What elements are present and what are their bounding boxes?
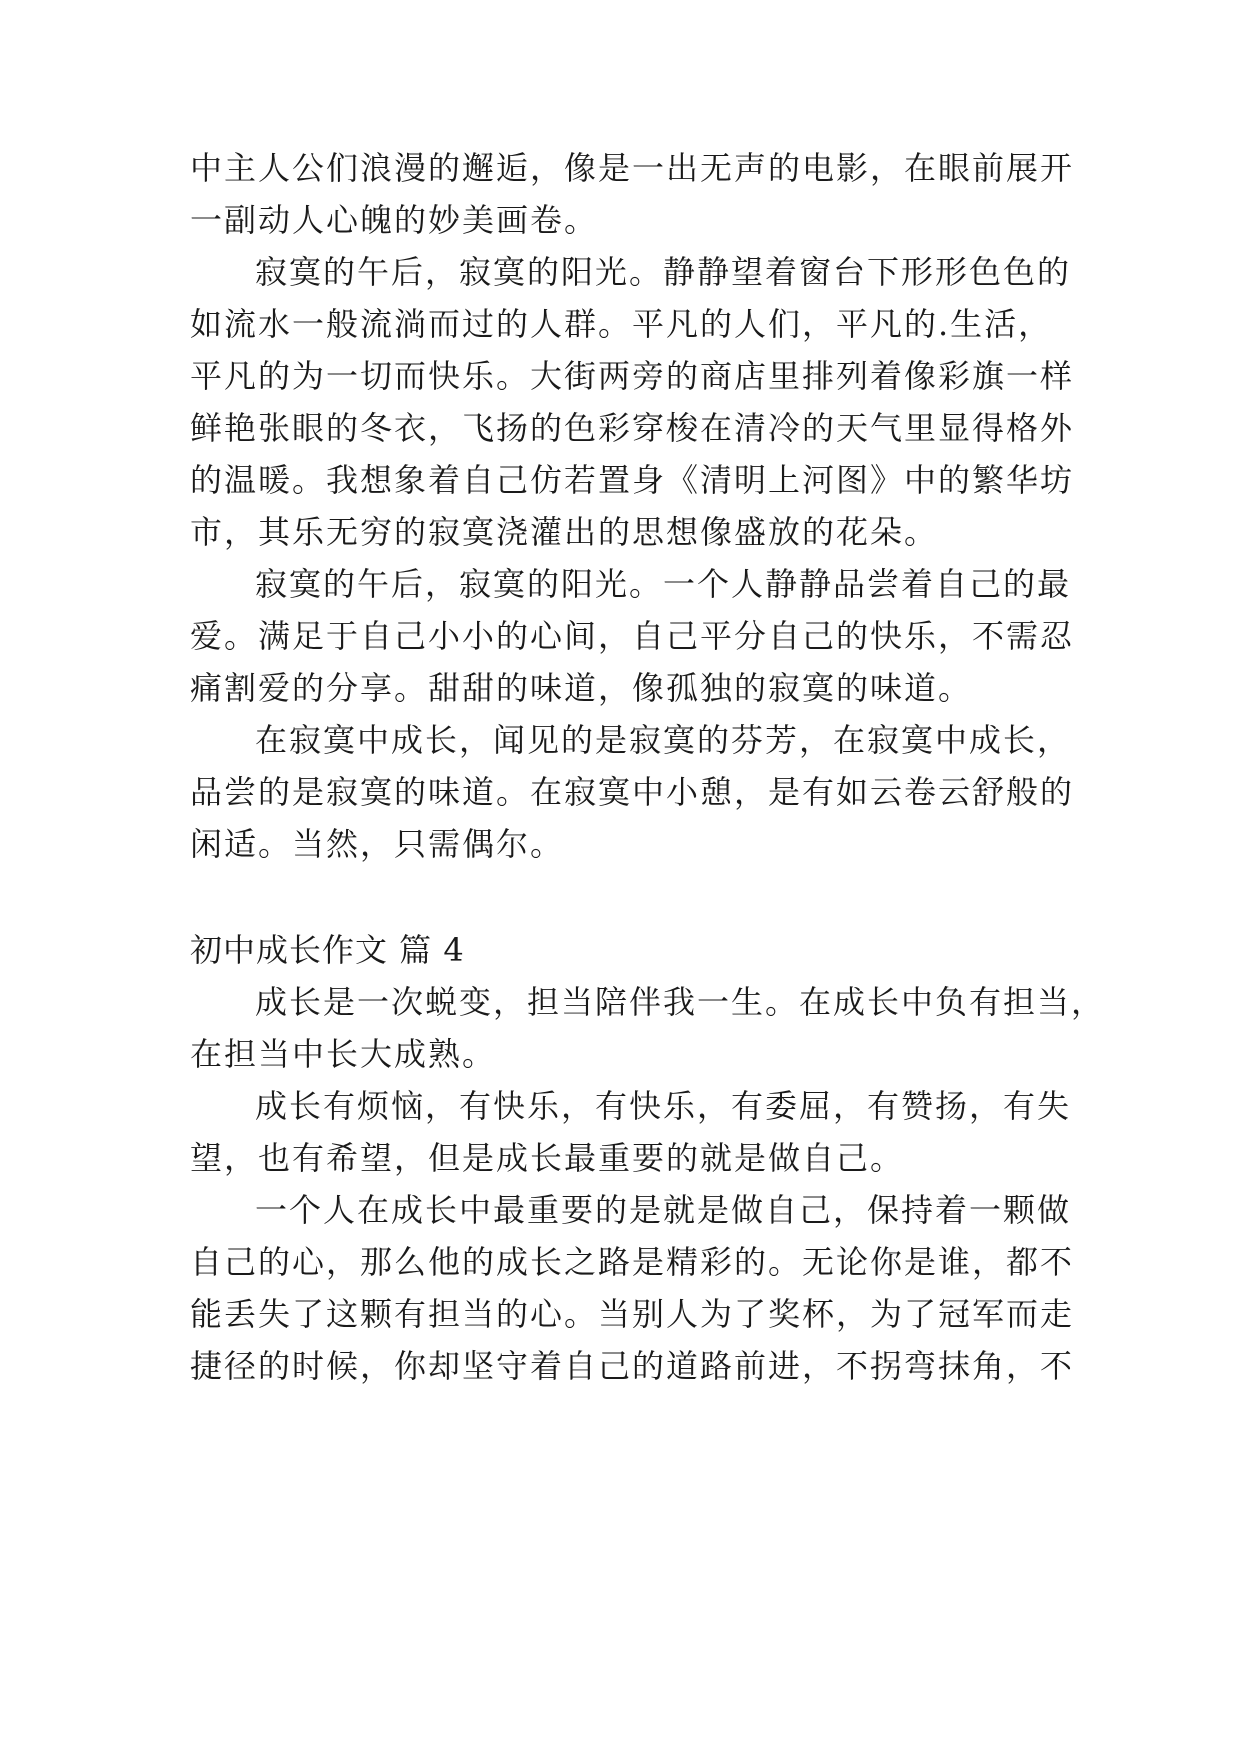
- text-line: 如流水一般流淌而过的人群。平凡的人们，平凡的.生活，: [190, 305, 1053, 343]
- paragraph-first-line: 成长有烦恼，有快乐，有快乐，有委屈，有赞扬，有失: [255, 1087, 1072, 1125]
- text-line: 品尝的是寂寞的味道。在寂寞中小憩，是有如云卷云舒般的: [190, 773, 1075, 811]
- text-line: 在担当中长大成熟。: [190, 1035, 497, 1073]
- text-line: 能丢失了这颗有担当的心。当别人为了奖杯，为了冠军而走: [190, 1295, 1075, 1333]
- paragraph-first-line: 一个人在成长中最重要的是就是做自己，保持着一颗做: [255, 1191, 1072, 1229]
- text-line: 中主人公们浪漫的邂逅，像是一出无声的电影，在眼前展开: [190, 149, 1075, 187]
- text-line: 自己的心，那么他的成长之路是精彩的。无论你是谁，都不: [190, 1243, 1075, 1281]
- text-line: 的温暖。我想象着自己仿若置身《清明上河图》中的繁华坊: [190, 461, 1075, 499]
- text-line: 捷径的时候，你却坚守着自己的道路前进，不拐弯抹角，不: [190, 1347, 1075, 1385]
- text-line: 鲜艳张眼的冬衣，飞扬的色彩穿梭在清冷的天气里显得格外: [190, 409, 1075, 447]
- paragraph-first-line: 成长是一次蜕变，担当陪伴我一生。在成长中负有担当，: [255, 983, 1106, 1021]
- text-line: 一副动人心魄的妙美画卷。: [190, 201, 599, 239]
- text-line: 闲适。当然，只需偶尔。: [190, 825, 565, 863]
- text-line: 爱。满足于自己小小的心间，自己平分自己的快乐，不需忍: [190, 617, 1075, 655]
- paragraph-first-line: 寂寞的午后，寂寞的阳光。静静望着窗台下形形色色的: [255, 253, 1072, 291]
- paragraph-first-line: 在寂寞中成长，闻见的是寂寞的芬芳，在寂寞中成长，: [255, 721, 1072, 759]
- text-line: 市，其乐无穷的寂寞浇灌出的思想像盛放的花朵。: [190, 513, 939, 551]
- paragraph-first-line: 寂寞的午后，寂寞的阳光。一个人静静品尝着自己的最: [255, 565, 1072, 603]
- section-heading: 初中成长作文 篇 4: [190, 931, 465, 969]
- text-line: 望，也有希望，但是成长最重要的就是做自己。: [190, 1139, 905, 1177]
- text-line: 痛割爱的分享。甜甜的味道，像孤独的寂寞的味道。: [190, 669, 973, 707]
- text-line: 平凡的为一切而快乐。大街两旁的商店里排列着像彩旗一样: [190, 357, 1075, 395]
